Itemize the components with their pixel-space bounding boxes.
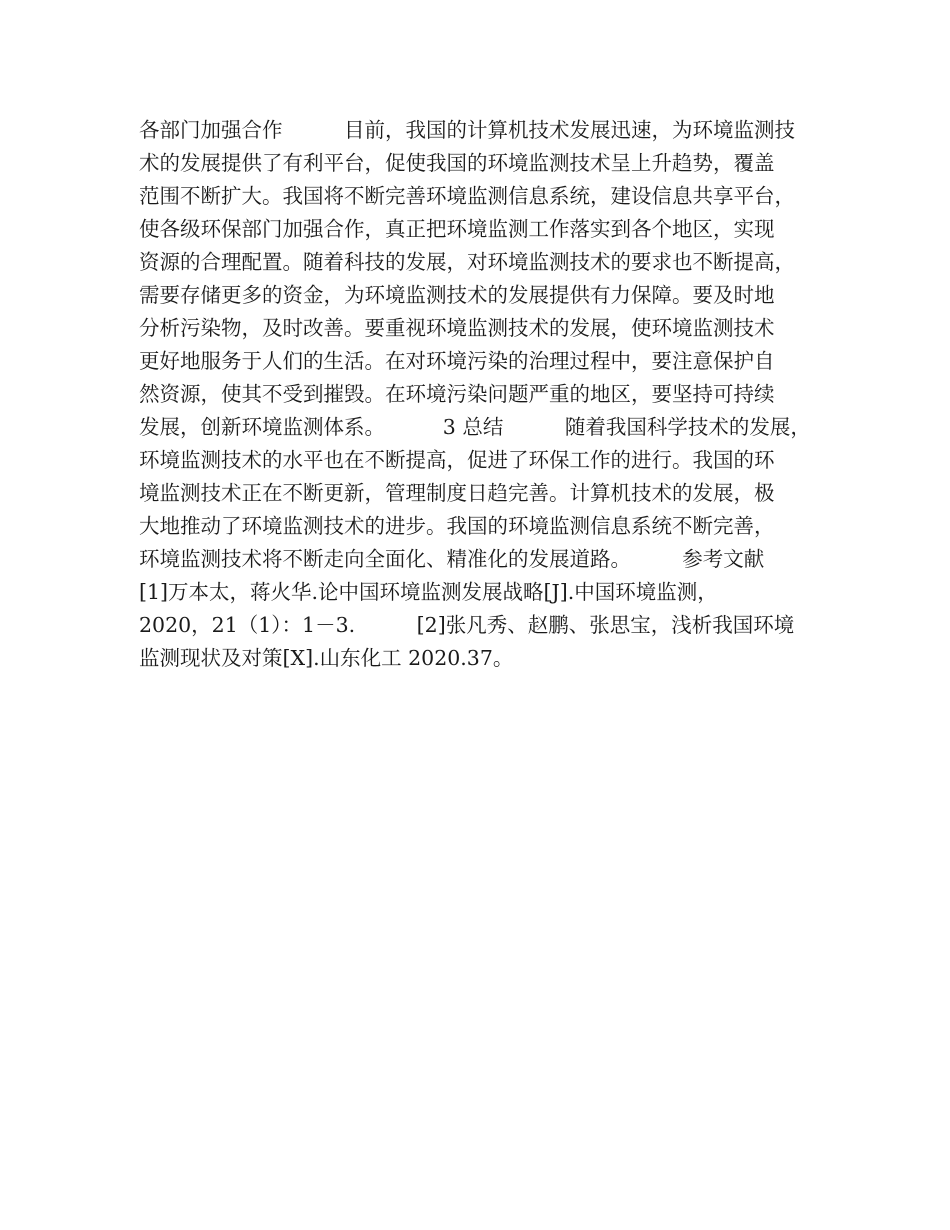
- text-line: 分析污染物，及时改善。要重视环境监测技术的发展，使环境监测技术: [139, 316, 775, 340]
- body-text: [139, 114, 839, 675]
- text-line: 然资源，使其不受到摧毁。在环境污染问题严重的地区，要坚持可持续: [139, 382, 775, 406]
- text-line: 境监测技术正在不断更新，管理制度日趋完善。计算机技术的发展，极: [139, 481, 775, 505]
- reference-line: [1]万本太，蒋火华.论中国环境监测发展战略[J].中国环境监测，: [139, 580, 718, 604]
- text-line: 需要存储更多的资金，为环境监测技术的发展提供有力保障。要及时地: [139, 283, 775, 307]
- text-line: 资源的合理配置。随着科技的发展，对环境监测技术的要求也不断提高，: [139, 250, 795, 274]
- text-line: 环境监测技术将不断走向全面化、精准化的发展道路。 参考文献: [139, 547, 765, 571]
- text-line: 大地推动了环境监测技术的进步。我国的环境监测信息系统不断完善，: [139, 514, 775, 538]
- text-line: 环境监测技术的水平也在不断提高，促进了环保工作的进行。我国的环: [139, 448, 775, 472]
- text-line: 使各级环保部门加强合作，真正把环境监测工作落实到各个地区，实现: [139, 217, 775, 241]
- text-line: 各部门加强合作 目前，我国的计算机技术发展迅速，为环境监测技: [139, 118, 795, 142]
- text-line: 发展，创新环境监测体系。 3 总结 随着我国科学技术的发展，: [139, 415, 811, 439]
- reference-line: 监测现状及对策[X].山东化工 2020.37。: [139, 646, 514, 670]
- text-line: 更好地服务于人们的生活。在对环境污染的治理过程中，要注意保护自: [139, 349, 775, 373]
- reference-line: 2020，21（1）：1－3. [2]张凡秀、赵鹏、张思宝，浅析我国环境: [139, 613, 795, 637]
- text-line: 范围不断扩大。我国将不断完善环境监测信息系统，建设信息共享平台，: [139, 184, 795, 208]
- text-line: 术的发展提供了有利平台，促使我国的环境监测技术呈上升趋势，覆盖: [139, 151, 775, 175]
